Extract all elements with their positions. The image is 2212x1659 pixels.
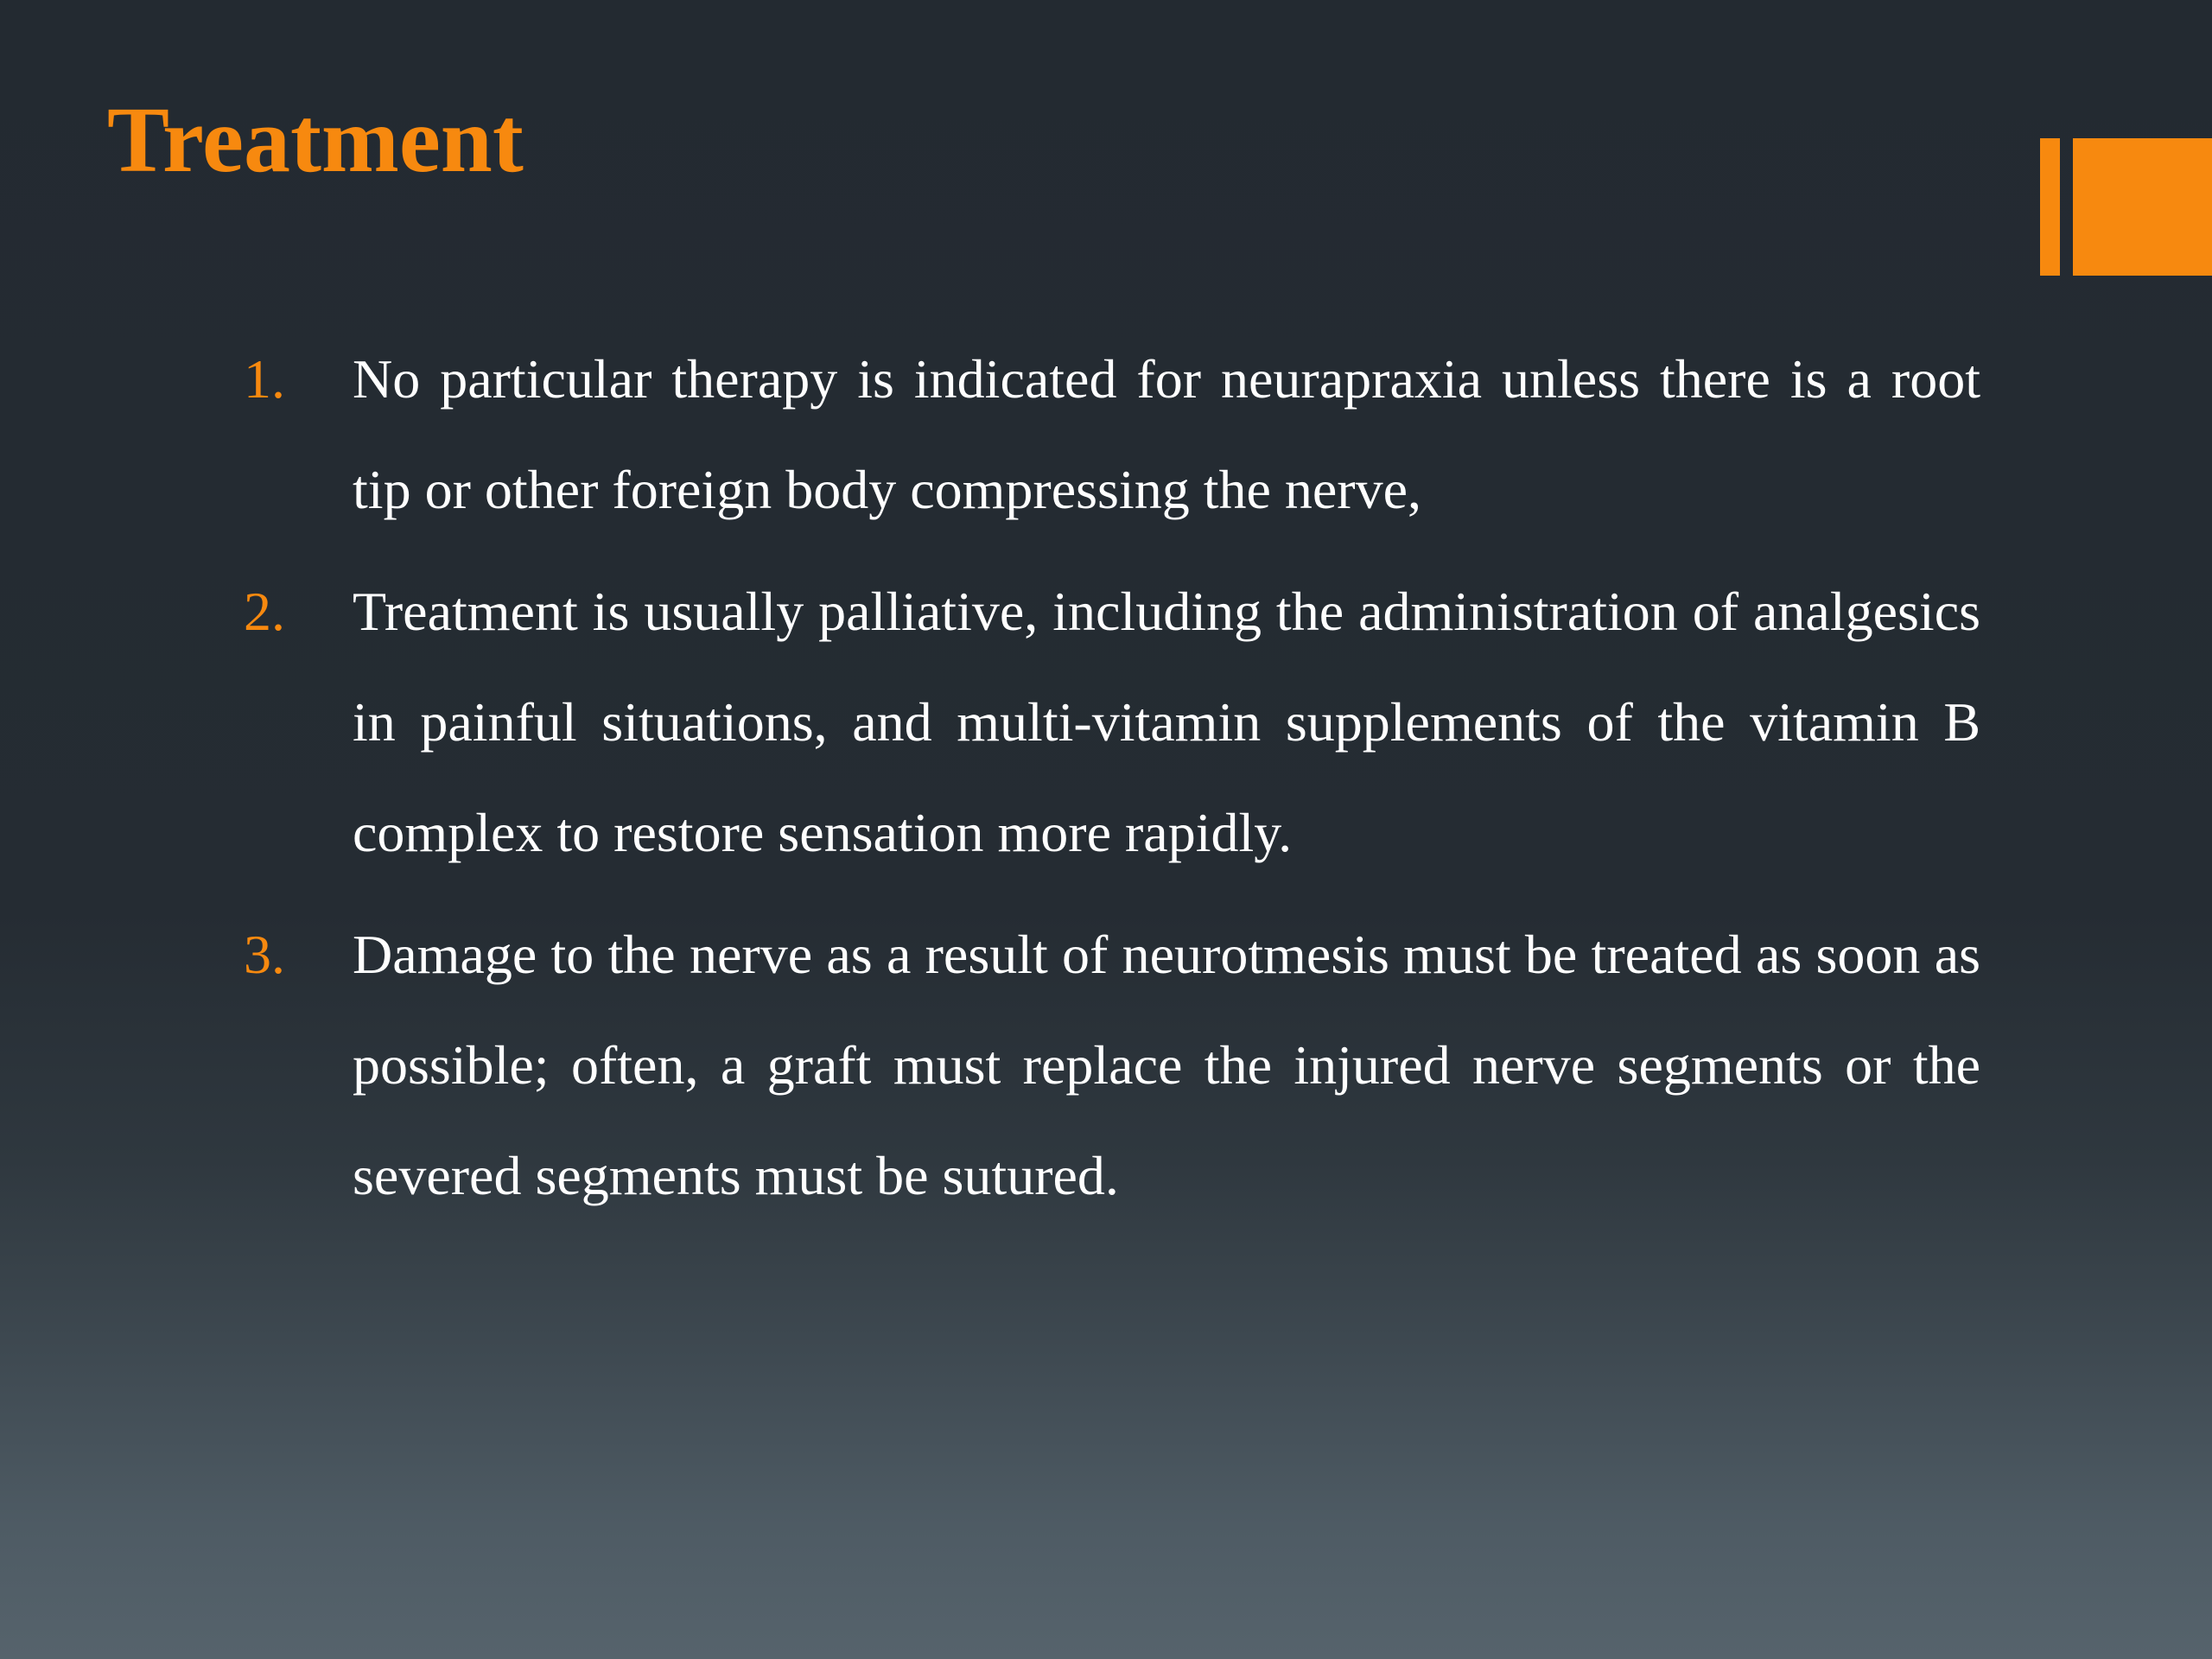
list-item-text: Damage to the nerve as a result of neurotmesis must be treated as soon as possible; often, a graft must replace the injured nerve segments or the severed segments must be sutured. bbox=[353, 924, 1980, 1206]
list-item bbox=[0, 324, 2212, 545]
list-item-number: 2. bbox=[244, 581, 285, 642]
accent-bar-block bbox=[2073, 138, 2212, 276]
slide-title: Treatment bbox=[107, 89, 524, 192]
list-item-text: No particular therapy is indicated for neurapraxia unless there is a root tip or other foreign body compressing the nerve, bbox=[353, 348, 1980, 520]
list-item-number: 3. bbox=[244, 924, 285, 985]
list-item bbox=[0, 899, 2212, 1231]
accent-bar-thin bbox=[2040, 138, 2060, 276]
list-item-number: 1. bbox=[244, 348, 285, 410]
list-item bbox=[0, 556, 2212, 888]
treatment-list bbox=[0, 324, 2212, 1243]
list-item-text: Treatment is usually palliative, including the administration of analgesics in painful situations, and multi-vitamin supplements of the vitamin B complex to restore sensation more rapidly. bbox=[353, 581, 1980, 863]
